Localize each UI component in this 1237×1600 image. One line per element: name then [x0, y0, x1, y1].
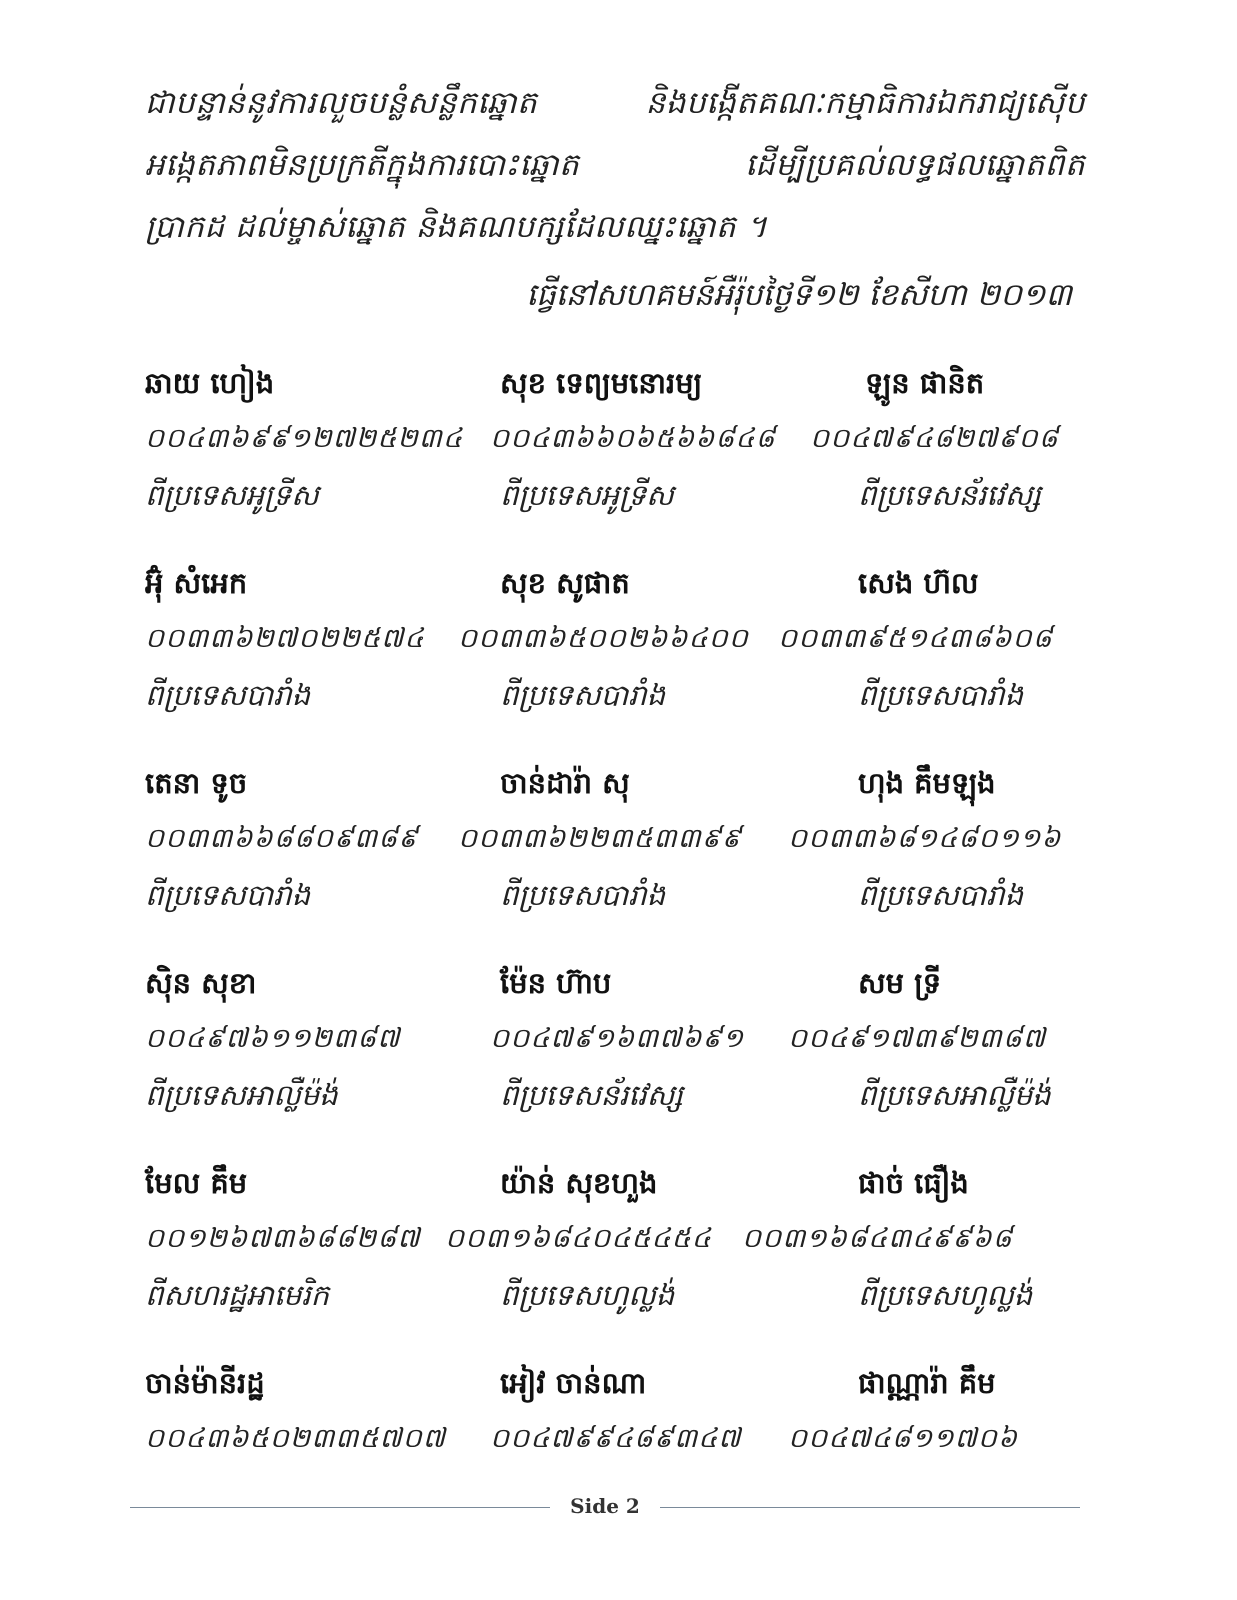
signatory-grid: [145, 355, 1095, 1555]
signatory-name: សុខ ទេព្យមនោរម្យ: [500, 366, 703, 400]
phone-number: ០០៤៧៤៨១១៧០៦: [788, 1423, 1018, 1454]
signatory-name: ចាន់ដារ៉ា សុ: [500, 766, 630, 800]
signatory-name: ម៉ែន ហ៊ាប: [500, 966, 612, 1000]
phone-number: ០០៤៣៦៥០២៣៣៥៧០៧: [145, 1423, 446, 1454]
signatory-name: ផាច់ ធឿង: [858, 1166, 969, 1200]
footer-rule: [660, 1507, 1080, 1508]
signatory-block: [145, 755, 1095, 955]
phone-number: ០០៣៣៦៨១៤៨០១១៦: [788, 823, 1062, 854]
phone-number: ០០៤៧៩៩៤៨៩៣៤៧: [490, 1423, 742, 1454]
country-origin: ពីប្រទេសអូទ្រីស: [500, 478, 674, 512]
country-origin: ពីប្រទេសអាល្លឺម៉ង់: [858, 1078, 1051, 1112]
dateline: ធ្វើនៅសហគមន៍អឺរ៉ុបថ្ងៃទី១២ ខែសីហា ២០១៣: [526, 277, 1072, 313]
signatory-name: សុខ សូផាត: [500, 566, 630, 600]
country-origin: ពីសហរដ្ឋអាមេរិក: [145, 1278, 330, 1312]
signatory-name: យ៉ាន់ សុខហួង: [500, 1166, 658, 1200]
country-origin: ពីប្រទេសបារាំង: [145, 878, 311, 912]
signatory-name: ផាណ្ណារ៉ា គឹម: [858, 1366, 996, 1400]
signatory-name: សេង ហ៊ល: [858, 566, 979, 600]
phone-number: ០០៤៧៩៤៨២៧៩០៨: [810, 423, 1059, 454]
phone-number: ០០៣៣៦៦៨៨០៩៣៨៩: [145, 823, 419, 854]
signatory-name: សម ទ្រី: [858, 966, 942, 1000]
phone-number: ០០៤៣៦៦០៦៥៦៦៨៤៨: [490, 423, 776, 454]
signatory-name: ស៊ិន សុខា: [145, 966, 257, 1000]
phone-number: ០០៣៣៩៥១៤៣៨៦០៨: [778, 623, 1053, 654]
signatory-name: មែល គឹម: [145, 1166, 248, 1200]
intro-line: ប្រាកដ ដល់ម្ចាស់ឆ្នោត និងគណបក្សដែលឈ្នះឆ្នោត ។: [145, 209, 768, 245]
phone-number: ០០៣១៦៨៤៣៤៩៩៦៨: [742, 1223, 1013, 1254]
phone-number: ០០៤៣៦៩៩១២៧២៥២៣៤: [145, 423, 463, 454]
country-origin: ពីប្រទេសន័រវេស្ស: [858, 478, 1041, 512]
country-origin: ពីប្រទេសអាល្លឺម៉ង់: [145, 1078, 338, 1112]
country-origin: ពីប្រទេសអូទ្រីស: [145, 478, 319, 512]
country-origin: ពីប្រទេសន័រវេស្ស: [500, 1078, 683, 1112]
signatory-name: ហុង គឹមឡុង: [858, 766, 996, 800]
country-origin: ពីប្រទេសហូល្លង់: [858, 1278, 1033, 1312]
page-footer: [130, 1490, 1080, 1524]
phone-number: ០០៣១៦៨៤០៤៥៤៥៤: [445, 1223, 712, 1254]
country-origin: ពីប្រទេសបារាំង: [858, 878, 1024, 912]
country-origin: ពីប្រទេសហូល្លង់: [500, 1278, 675, 1312]
phone-number: ០០៣៣៦៥០០២៦៦៤០០: [458, 623, 749, 654]
page-number: Side 2: [570, 1494, 640, 1518]
country-origin: ពីប្រទេសបារាំង: [858, 678, 1024, 712]
phone-number: ០០៣៣៦២២៣៥៣៣៩៩: [458, 823, 742, 854]
country-origin: ពីប្រទេសបារាំង: [500, 878, 666, 912]
intro-paragraph: [145, 72, 1085, 258]
signatory-name: អៀវ ចាន់ណា: [500, 1366, 647, 1400]
signatory-name: ឡូន ផានិត: [865, 366, 985, 400]
country-origin: ពីប្រទេសបារាំង: [145, 678, 311, 712]
phone-number: ០០៤៧៩១៦៣៧៦៩១: [490, 1023, 745, 1054]
intro-line: អង្កេតភាពមិនប្រក្រតីក្នុងការបោះឆ្នោត ដើម្បីប្រគល់លទ្ធផលឆ្នោតពិត: [145, 147, 1085, 183]
signatory-block: [145, 955, 1095, 1155]
signatory-block: [145, 555, 1095, 755]
signatory-name: ចាន់ម៉ានីរដ្ឋ: [145, 1366, 265, 1400]
signatory-name: តេនា ទូច: [145, 766, 248, 800]
signatory-block: [145, 1155, 1095, 1355]
signatory-name: អ៊ុំ សំអេក: [145, 566, 248, 600]
phone-number: ០០៤៩១៧៣៩២៣៨៧: [788, 1023, 1047, 1054]
signatory-block: [145, 355, 1095, 555]
country-origin: ពីប្រទេសបារាំង: [500, 678, 666, 712]
phone-number: ០០១២៦៧៣៦៨៨២៨៧: [145, 1223, 421, 1254]
footer-rule: [130, 1507, 550, 1508]
phone-number: ០០៣៣៦២៧០២២៥៧៤: [145, 623, 425, 654]
phone-number: ០០៤៩៧៦១១២៣៨៧: [145, 1023, 401, 1054]
signatory-name: ឆាយ ហៀង: [145, 366, 275, 400]
signatory-block: [145, 1355, 1095, 1555]
intro-line: ជាបន្ទាន់នូវការលួចបន្លំសន្លឹកឆ្នោត និងបង្កើតគណៈកម្មាធិការឯករាជ្យស៊ើប: [145, 85, 1085, 121]
